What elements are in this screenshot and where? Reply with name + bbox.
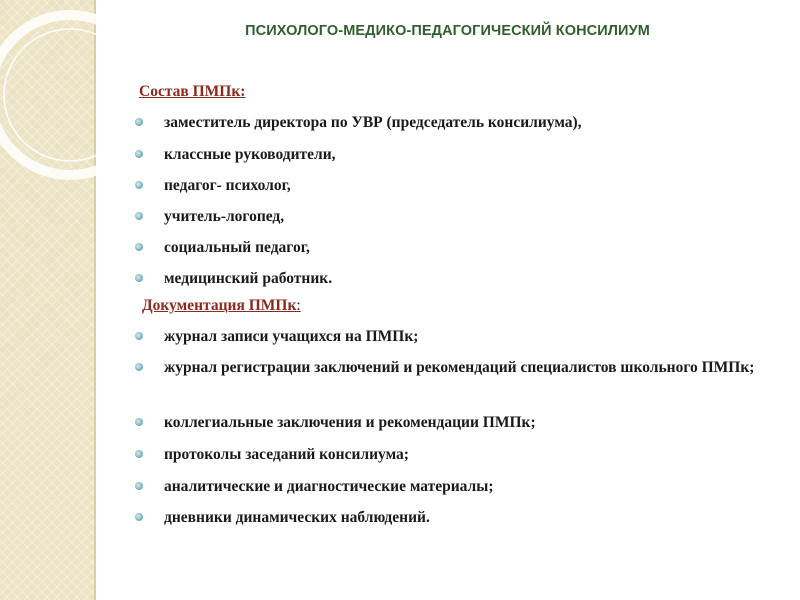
bullet-icon — [135, 482, 143, 490]
bullet-icon — [135, 118, 143, 126]
slide-title: ПСИХОЛОГО-МЕДИКО-ПЕДАГОГИЧЕСКИЙ КОНСИЛИУМ — [245, 23, 650, 39]
bullet-icon — [135, 332, 143, 340]
bullet-icon — [135, 450, 143, 458]
bullet-icon — [135, 513, 143, 521]
bullet-icon — [135, 212, 143, 220]
bullet-icon — [135, 243, 143, 251]
bullet-icon — [135, 363, 143, 371]
documentation-heading: Документация ПМПк: — [142, 297, 301, 314]
bullet-icon — [135, 274, 143, 282]
bullet-icon — [135, 418, 143, 426]
heading-colon: : — [296, 297, 301, 314]
composition-heading: Состав ПМПк: — [139, 83, 246, 100]
bullet-icon — [135, 150, 143, 158]
bullet-icon — [135, 181, 143, 189]
